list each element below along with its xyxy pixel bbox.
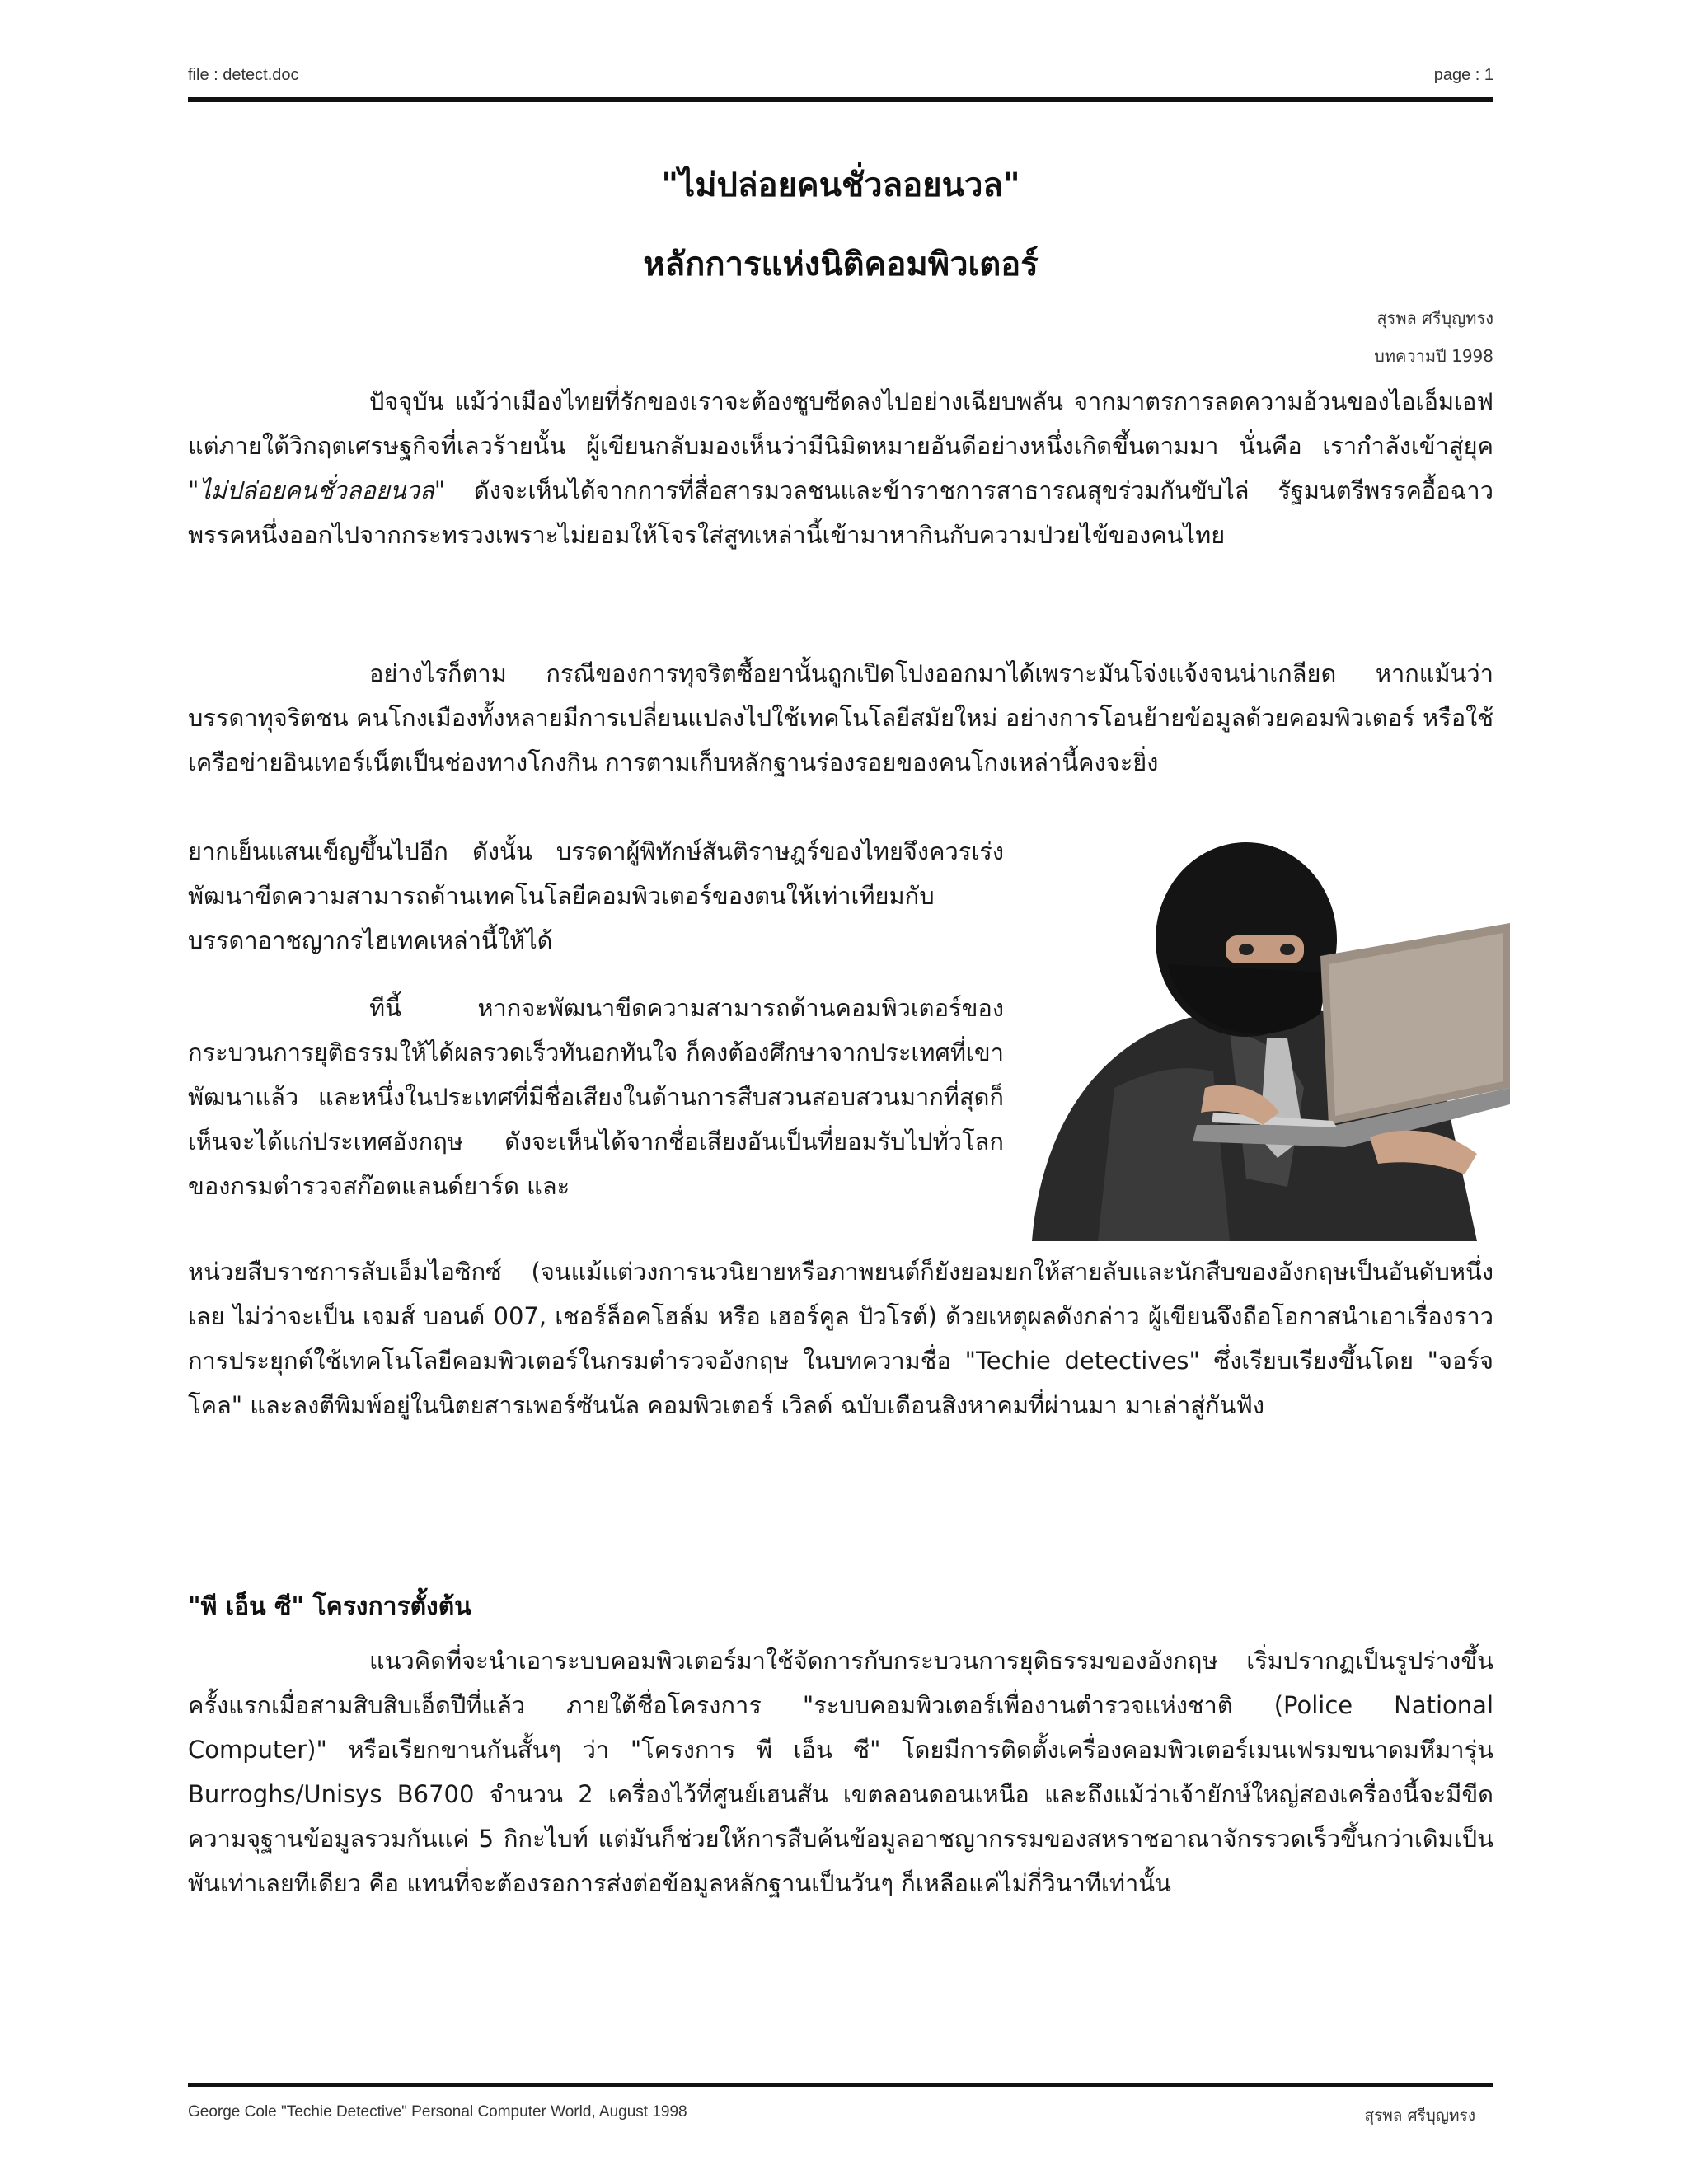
paragraph-2: อย่างไรก็ตาม กรณีของการทุจริตซื้อยานั้นถูกเปิดโปงออกมาได้เพราะมันโจ่งแจ้งจนน่าเกลียด หากแม้นว่าบรรดาทุจริตชน คนโกงเมืองทั้งหลายมีการเปลี่ยนแปลงไปใช้เทคโนโลยีสมัยใหม่ อย่างการโอนย้ายข้อมูลด้วยคอมพิวเตอร์ หรือใช้เครือข่ายอินเทอร์เน็ตเป็นช่องทางโกงกิน การตามเก็บหลักฐานร่องรอยของคนโกงเหล่านี้คงจะยิ่ง [188,659,1493,776]
section-heading: "พี เอ็น ซี" โครงการตั้งต้น [188,1592,471,1621]
footer-citation: George Cole "Techie Detective" Personal Computer World, August 1998 [188,2103,687,2121]
paragraph-5: แนวคิดที่จะนำเอาระบบคอมพิวเตอร์มาใช้จัดการกับกระบวนการยุติธรรมของอังกฤษ เริ่มปรากฏเป็นรูปร่างขึ้นครั้งแรกเมื่อสามสิบสิบเอ็ดปีที่แล้ว ภายใต้ชื่อโครงการ "ระบบคอมพิวเตอร์เพื่องานตำรวจแห่งชาติ (Police National Computer)" หรือเรียกขานกันสั้นๆ ว่า "โครงการ พี เอ็น ซี" โดยมีการติดตั้งเครื่องคอมพิวเตอร์เมนเฟรมขนาดมหึมารุ่น Burroghs/Unisys B6700 จำนวน 2 เครื่องไว้ที่ศูนย์เฮนสัน เขตลอนดอนเหนือ และถึงแม้ว่าเจ้ายักษ์ใหญ่สองเครื่องนี้จะมีขีดความจุฐานข้อมูลรวมกันแค่ 5 กิกะไบท์ แต่มันก็ช่วยให้การสืบค้นข้อมูลอาชญากรรมของสหราชอาณาจักรรวดเร็วขึ้นกว่าเดิมเป็นพันเท่าเลยทีเดียว คือ แทนที่จะต้องรอการส่งต่อข้อมูลหลักฐานเป็นวันๆ ก็เหลือแค่ไม่กี่วินาทีเท่านั้น [188,1647,1493,1897]
paragraph-4: หน่วยสืบราชการลับเอ็มไอซิกซ์ (จนแม้แต่วงการนวนิยายหรือภาพยนต์ก็ยังยอมยกให้สายลับและนักสืบของอังกฤษเป็นอันดับหนึ่งเลย ไม่ว่าจะเป็น เจมส์ บอนด์ 007, เชอร์ล็อคโฮล์ม หรือ เฮอร์คูล ปัวโรต์) ด้วยเหตุผลดังกล่าว ผู้เขียนจึงถือโอกาสนำเอาเรื่องราวการประยุกต์ใช้เทคโนโลยีคอมพิวเตอร์ในกรมตำรวจอังกฤษ ในบทความชื่อ "Techie detectives" ซึ่งเรียบเรียงขึ้นโดย "จอร์จ โคล" และลงตีพิมพ์อยู่ในนิตยสารเพอร์ซันนัล คอมพิวเตอร์ เวิลด์ ฉบับเดือนสิงหาคมที่ผ่านมา มาเล่าสู่กันฟัง [188,1258,1493,1419]
header-rule [188,97,1493,102]
paragraph-1-quote: "ไม่ปล่อยคนชั่วลอยนวล" [188,476,446,504]
page-header [188,66,1493,87]
paragraph-1 [188,379,1493,557]
header-filename: file : detect.doc [188,66,299,84]
paragraph-1-part-a: ปัจจุบัน แม้ว่าเมืองไทยที่รักของเราจะต้องซูบซีดลงไปอย่างเฉียบพลัน จากมาตรการลดความอ้วนของไอเอ็มเอฟ แต่ภายใต้วิกฤตเศรษฐกิจที่เลวร้ายนั้น ผู้เขียนกลับมองเห็นว่ามีนิมิตหมายอันดีอย่างหนึ่งเกิดขึ้นตามมา นั่นคือ เรากำลังเข้าสู่ยุค [188,387,1493,460]
paragraph-2-continued: ยากเย็นแสนเข็ญขึ้นไปอีก ดังนั้น บรรดาผู้พิทักษ์สันติราษฎร์ของไทยจึงควรเร่งพัฒนาขีดความสามารถด้านเทคโนโลยีคอมพิวเตอร์ของตนให้เท่าเทียมกับบรรดาอาชญากรไฮเทคเหล่านี้ให้ได้ [188,837,1004,954]
byline-author: สุรพล ศรีบุญทรง [1376,308,1493,328]
byline-note: บทความปี 1998 [1374,346,1493,366]
title-line-2: หลักการแห่งนิติคอมพิวเตอร์ [643,246,1039,284]
header-page-number: page : 1 [1433,66,1493,84]
paragraph-1-part-b: ดังจะเห็นได้จากการที่สื่อสารมวลชนและข้าราชการสาธารณสุขร่วมกันขับไล่ รัฐมนตรีพรรคอื้อฉาวพรรคหนึ่งออกไปจากกระทรวงเพราะไม่ยอมให้โจรใส่สูทเหล่านี้เข้ามาหากินกับความป่วยไข้ของคนไทย [188,476,1493,549]
footer-author: สุรพล ศรีบุญทรง [1364,2107,1475,2125]
title-line-1: "ไม่ปล่อยคนชั่วลอยนวล" [661,166,1020,204]
hacker-photo [1015,841,1520,1241]
paragraph-3: ทีนี้ หากจะพัฒนาขีดความสามารถด้านคอมพิวเตอร์ของกระบวนการยุติธรรมให้ได้ผลรวดเร็วทันอกทันใจ ก็คงต้องศึกษาจากประเทศที่เขาพัฒนาแล้ว และหนึ่งในประเทศที่มีชื่อเสียงในด้านการสืบสวนสอบสวนมากที่สุดก็เห็นจะได้แก่ประเทศอังกฤษ ดังจะเห็นได้จากชื่อเสียงอันเป็นที่ยอมรับไปทั่วโลกของกรมตำรวจสก๊อตแลนด์ยาร์ด และ [188,994,1004,1200]
footer-rule [188,2083,1493,2087]
document-page [188,0,1493,2184]
